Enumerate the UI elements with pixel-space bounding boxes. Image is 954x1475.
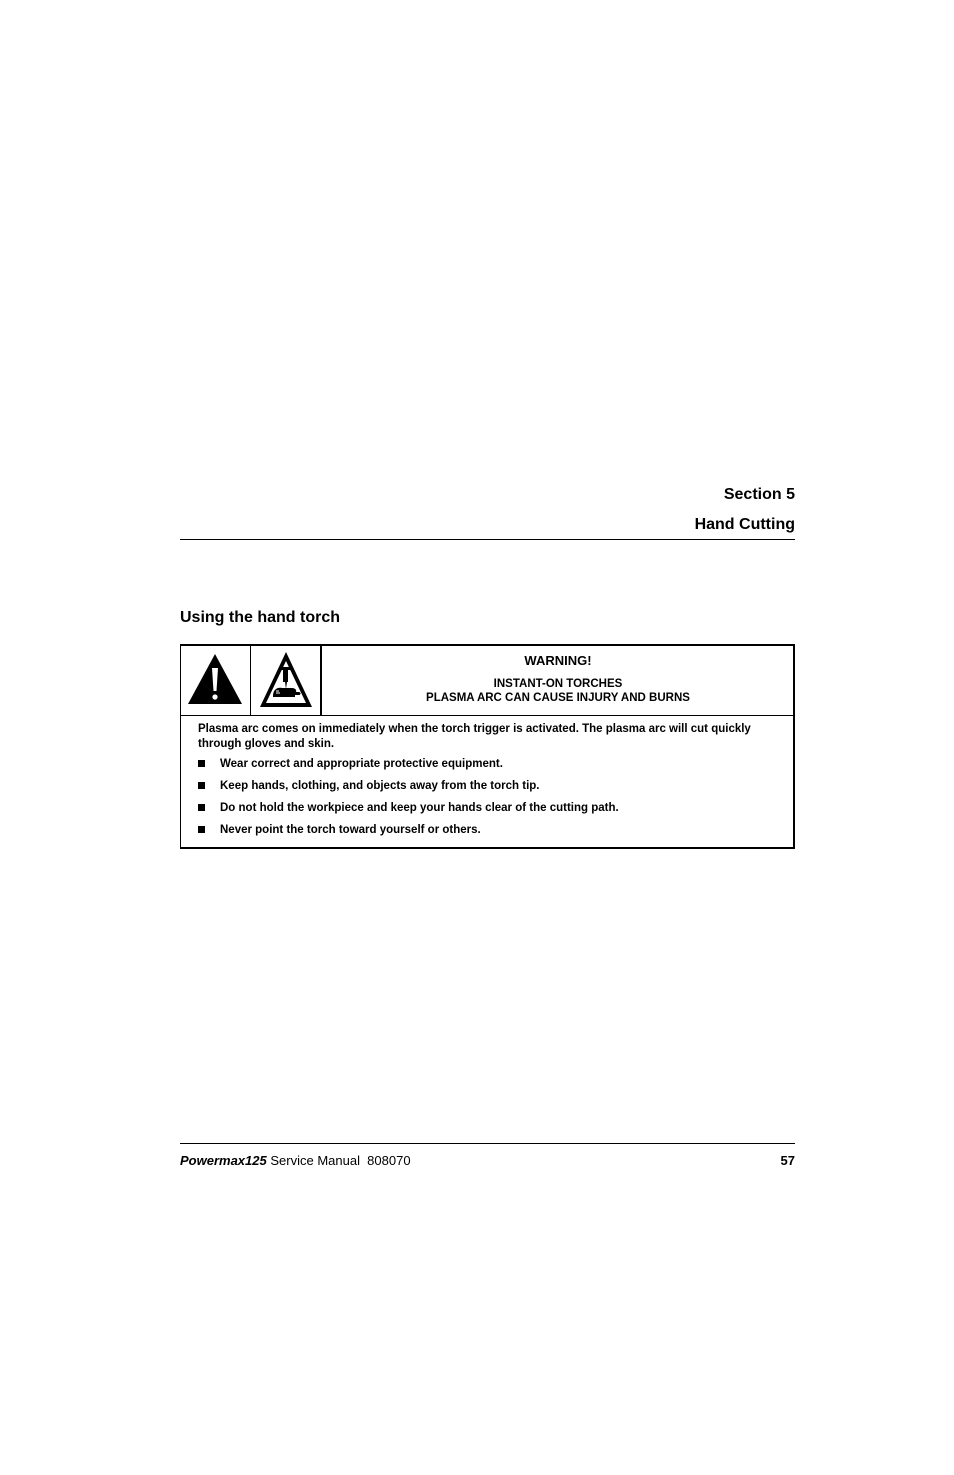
hand-injury-icon xyxy=(251,646,320,715)
warning-title: WARNING! xyxy=(524,653,592,668)
footer-divider xyxy=(180,1143,795,1144)
section-label: Section 5 xyxy=(723,486,795,503)
bullet-square-icon xyxy=(198,760,205,767)
warning-intro: Plasma arc comes on immediately when the torch trigger is activated. The plasma arc will cut quickly through gloves and skin. xyxy=(198,723,751,750)
hazard-icon-cell xyxy=(251,646,322,715)
warning-subtitle-line1: INSTANT-ON TORCHES xyxy=(493,678,623,690)
list-item-text: Wear correct and appropriate protective equipment. xyxy=(220,758,503,770)
header-divider xyxy=(180,539,795,540)
warning-subtitle-line2: PLASMA ARC CAN CAUSE INJURY AND BURNS xyxy=(426,692,690,704)
manual-title: Service Manual 808070 xyxy=(270,1153,411,1168)
list-item xyxy=(198,823,783,845)
product-name: Powermax125 xyxy=(180,1153,267,1168)
warning-box xyxy=(180,644,795,849)
warning-triangle-icon xyxy=(181,646,250,715)
warning-header-text xyxy=(323,646,793,715)
list-item xyxy=(198,801,783,823)
list-item xyxy=(198,757,783,779)
section-title: Hand Cutting xyxy=(694,516,795,533)
footer-manual-info xyxy=(180,1153,411,1168)
bullet-square-icon xyxy=(198,782,205,789)
list-item-text: Never point the torch toward yourself or others. xyxy=(220,824,481,836)
bullet-square-icon xyxy=(198,804,205,811)
bullet-square-icon xyxy=(198,826,205,833)
warning-icon-cell xyxy=(181,646,251,715)
warning-bullet-list xyxy=(198,757,783,845)
page-number: 57 xyxy=(780,1153,795,1168)
list-item xyxy=(198,779,783,801)
warning-header xyxy=(181,646,793,716)
list-item-text: Do not hold the workpiece and keep your hands clear of the cutting path. xyxy=(220,802,619,814)
list-item-text: Keep hands, clothing, and objects away from the torch tip. xyxy=(220,780,540,792)
warning-body xyxy=(198,722,783,845)
page-heading: Using the hand torch xyxy=(180,609,340,626)
